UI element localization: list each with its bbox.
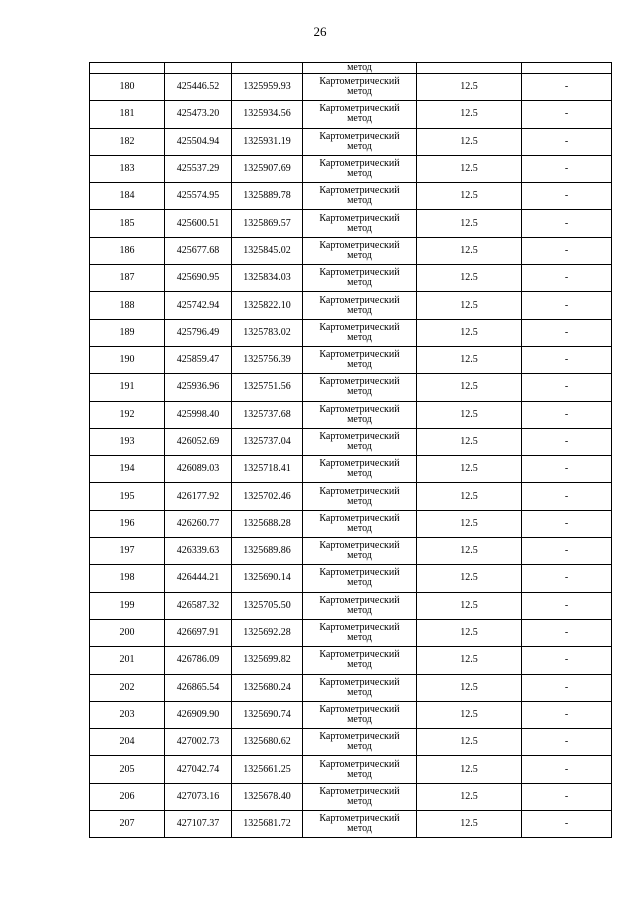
cell-accuracy: 12.5: [417, 401, 522, 428]
cell-accuracy: 12.5: [417, 538, 522, 565]
method-line-1: Картометрический: [319, 703, 400, 715]
cell-accuracy: 12.5: [417, 74, 522, 101]
cell-y-coordinate: 1325692.28: [232, 619, 303, 646]
method-line-2: метод: [347, 304, 372, 316]
cell-accuracy: 12.5: [417, 128, 522, 155]
cell-point-number: 187: [90, 265, 165, 292]
method-line-1: Картометрический: [319, 212, 400, 224]
cell-method: [303, 592, 417, 619]
cell-point-number: 193: [90, 428, 165, 455]
method-line-1: Картометрический: [319, 76, 400, 88]
cell-method: [303, 265, 417, 292]
method-line-2: метод: [347, 522, 372, 534]
cell-y-coordinate: 1325681.72: [232, 811, 303, 838]
method-line-2: метод: [347, 277, 372, 289]
table-row: [90, 401, 612, 428]
table-row: [90, 729, 612, 756]
table-row: [90, 428, 612, 455]
method-line-2: метод: [347, 659, 372, 671]
cell-x-coordinate: 426587.32: [165, 592, 232, 619]
method-line-2: метод: [347, 468, 372, 480]
cell-x-coordinate: 425446.52: [165, 74, 232, 101]
cell-x-coordinate: 425677.68: [165, 237, 232, 264]
cell-accuracy: 12.5: [417, 783, 522, 810]
method-line-2: метод: [347, 113, 372, 125]
cell-note: -: [522, 319, 612, 346]
cell-empty: [417, 63, 522, 74]
cell-method: [303, 565, 417, 592]
cell-method: [303, 647, 417, 674]
method-line-1: Картометрический: [319, 321, 400, 333]
method-line-2: метод: [347, 86, 372, 98]
table-row: [90, 155, 612, 182]
method-line-2: метод: [347, 632, 372, 644]
method-line-1: Картометрический: [319, 185, 400, 197]
cell-x-coordinate: 425537.29: [165, 155, 232, 182]
cell-method: [303, 456, 417, 483]
method-line-2: метод: [347, 795, 372, 807]
cell-y-coordinate: 1325737.04: [232, 428, 303, 455]
cell-x-coordinate: 425936.96: [165, 374, 232, 401]
cell-empty: [165, 63, 232, 74]
cell-method: [303, 183, 417, 210]
cell-point-number: 180: [90, 74, 165, 101]
cell-note: -: [522, 592, 612, 619]
method-line-2: метод: [347, 604, 372, 616]
cell-method: [303, 811, 417, 838]
table-row: [90, 237, 612, 264]
cell-y-coordinate: 1325680.62: [232, 729, 303, 756]
cell-y-coordinate: 1325661.25: [232, 756, 303, 783]
cell-method: [303, 483, 417, 510]
cell-point-number: 184: [90, 183, 165, 210]
cell-y-coordinate: 1325756.39: [232, 346, 303, 373]
cell-point-number: 206: [90, 783, 165, 810]
cell-method: [303, 756, 417, 783]
cell-accuracy: 12.5: [417, 756, 522, 783]
method-line-1: Картометрический: [319, 676, 400, 688]
cell-method: [303, 128, 417, 155]
cell-point-number: 200: [90, 619, 165, 646]
cell-accuracy: 12.5: [417, 183, 522, 210]
cell-y-coordinate: 1325689.86: [232, 538, 303, 565]
table-row: [90, 674, 612, 701]
cell-note: -: [522, 701, 612, 728]
cell-point-number: 189: [90, 319, 165, 346]
cell-point-number: 202: [90, 674, 165, 701]
cell-y-coordinate: 1325690.14: [232, 565, 303, 592]
cell-note: -: [522, 401, 612, 428]
cell-accuracy: 12.5: [417, 265, 522, 292]
cell-accuracy: 12.5: [417, 374, 522, 401]
coordinates-table: [89, 62, 612, 838]
method-line-1: Картометрический: [319, 649, 400, 661]
method-line-1: Картометрический: [319, 622, 400, 634]
method-line-2: метод: [347, 331, 372, 343]
cell-accuracy: 12.5: [417, 101, 522, 128]
method-line-1: Картометрический: [319, 485, 400, 497]
cell-y-coordinate: 1325822.10: [232, 292, 303, 319]
method-line-2: метод: [347, 441, 372, 452]
cell-method: [303, 674, 417, 701]
cell-point-number: 198: [90, 565, 165, 592]
cell-x-coordinate: 425859.47: [165, 346, 232, 373]
cell-note: -: [522, 783, 612, 810]
table-row: [90, 756, 612, 783]
table-row: [90, 74, 612, 101]
table-row: [90, 619, 612, 646]
cell-x-coordinate: 425504.94: [165, 128, 232, 155]
cell-point-number: 199: [90, 592, 165, 619]
cell-x-coordinate: 425600.51: [165, 210, 232, 237]
table-row: [90, 101, 612, 128]
table-row: [90, 811, 612, 838]
table-row: [90, 319, 612, 346]
cell-x-coordinate: 427042.74: [165, 756, 232, 783]
cell-point-number: 197: [90, 538, 165, 565]
method-line-1: Картометрический: [319, 540, 400, 552]
cell-note: -: [522, 237, 612, 264]
cell-note: -: [522, 346, 612, 373]
table-row: [90, 510, 612, 537]
cell-accuracy: 12.5: [417, 701, 522, 728]
cell-note: -: [522, 538, 612, 565]
table-row: [90, 483, 612, 510]
cell-method: [303, 401, 417, 428]
cell-method: [303, 346, 417, 373]
method-line-2: метод: [347, 741, 372, 753]
cell-y-coordinate: 1325845.02: [232, 237, 303, 264]
method-line-1: Картометрический: [319, 567, 400, 579]
method-line-1: Картометрический: [319, 294, 400, 306]
table-row: [90, 292, 612, 319]
cell-x-coordinate: 426260.77: [165, 510, 232, 537]
method-line-2: метод: [347, 713, 372, 725]
cell-note: -: [522, 74, 612, 101]
cell-note: -: [522, 210, 612, 237]
cell-point-number: 182: [90, 128, 165, 155]
method-line-1: Картометрический: [319, 458, 400, 470]
method-line-1: Картометрический: [319, 376, 400, 388]
cell-point-number: 196: [90, 510, 165, 537]
table-row: [90, 456, 612, 483]
cell-note: -: [522, 374, 612, 401]
cell-x-coordinate: 426177.92: [165, 483, 232, 510]
table-row: [90, 565, 612, 592]
method-line-1: Картометрический: [319, 158, 400, 170]
cell-point-number: 207: [90, 811, 165, 838]
cell-method: [303, 428, 417, 455]
method-line-2: метод: [347, 140, 372, 152]
table-row: [90, 647, 612, 674]
cell-empty: [232, 63, 303, 74]
method-line-2: метод: [347, 413, 372, 425]
cell-y-coordinate: 1325690.74: [232, 701, 303, 728]
cell-y-coordinate: 1325705.50: [232, 592, 303, 619]
cell-y-coordinate: 1325783.02: [232, 319, 303, 346]
cell-accuracy: 12.5: [417, 674, 522, 701]
cell-accuracy: 12.5: [417, 428, 522, 455]
method-line-2: метод: [347, 386, 372, 398]
cell-y-coordinate: 1325834.03: [232, 265, 303, 292]
table-row-continuation: [90, 63, 612, 74]
cell-x-coordinate: 427107.37: [165, 811, 232, 838]
method-line-1: Картометрический: [319, 758, 400, 770]
cell-y-coordinate: 1325680.24: [232, 674, 303, 701]
method-line-2: метод: [347, 550, 372, 562]
cell-point-number: 185: [90, 210, 165, 237]
cell-point-number: 205: [90, 756, 165, 783]
cell-point-number: 190: [90, 346, 165, 373]
cell-x-coordinate: 425998.40: [165, 401, 232, 428]
method-line-2: метод: [347, 359, 372, 371]
cell-method: [303, 237, 417, 264]
cell-method: [303, 701, 417, 728]
cell-note: -: [522, 428, 612, 455]
method-line-2: метод: [347, 577, 372, 589]
cell-accuracy: 12.5: [417, 292, 522, 319]
cell-y-coordinate: 1325889.78: [232, 183, 303, 210]
table-row: [90, 128, 612, 155]
cell-x-coordinate: 425473.20: [165, 101, 232, 128]
cell-empty: [522, 63, 612, 74]
method-line-2: метод: [347, 823, 372, 835]
cell-note: -: [522, 674, 612, 701]
method-line-2: метод: [347, 168, 372, 180]
method-line-1: Картометрический: [319, 512, 400, 524]
cell-x-coordinate: 425796.49: [165, 319, 232, 346]
cell-note: -: [522, 483, 612, 510]
cell-method: [303, 210, 417, 237]
method-line-1: Картометрический: [319, 267, 400, 279]
cell-point-number: 203: [90, 701, 165, 728]
cell-point-number: 194: [90, 456, 165, 483]
cell-x-coordinate: 426909.90: [165, 701, 232, 728]
method-line-1: Картометрический: [319, 403, 400, 415]
cell-method: [303, 783, 417, 810]
method-line-2: метод: [347, 686, 372, 698]
cell-note: -: [522, 456, 612, 483]
cell-y-coordinate: 1325737.68: [232, 401, 303, 428]
table-row: [90, 265, 612, 292]
cell-y-coordinate: 1325959.93: [232, 74, 303, 101]
cell-x-coordinate: 426444.21: [165, 565, 232, 592]
coordinates-table-body: [90, 63, 612, 838]
cell-note: -: [522, 647, 612, 674]
cell-method: [303, 101, 417, 128]
table-row: [90, 374, 612, 401]
table-row: [90, 346, 612, 373]
page-number: 26: [313, 24, 327, 39]
cell-x-coordinate: 426089.03: [165, 456, 232, 483]
table-row: [90, 183, 612, 210]
cell-note: -: [522, 292, 612, 319]
cell-method: [303, 538, 417, 565]
method-line-1: Картометрический: [319, 785, 400, 797]
cell-method: [303, 619, 417, 646]
cell-note: -: [522, 565, 612, 592]
cell-method: [303, 510, 417, 537]
cell-point-number: 192: [90, 401, 165, 428]
cell-x-coordinate: 426052.69: [165, 428, 232, 455]
cell-x-coordinate: 427073.16: [165, 783, 232, 810]
method-line-2: метод: [347, 222, 372, 234]
cell-empty: [90, 63, 165, 74]
cell-method: [303, 319, 417, 346]
cell-x-coordinate: 426786.09: [165, 647, 232, 674]
cell-method: [303, 292, 417, 319]
cell-method: [303, 729, 417, 756]
cell-accuracy: 12.5: [417, 647, 522, 674]
cell-accuracy: 12.5: [417, 210, 522, 237]
cell-accuracy: 12.5: [417, 510, 522, 537]
cell-accuracy: 12.5: [417, 565, 522, 592]
cell-accuracy: 12.5: [417, 729, 522, 756]
cell-note: -: [522, 265, 612, 292]
cell-x-coordinate: 425690.95: [165, 265, 232, 292]
cell-accuracy: 12.5: [417, 319, 522, 346]
method-line-2: метод: [347, 768, 372, 780]
cell-x-coordinate: 426339.63: [165, 538, 232, 565]
table-row: [90, 592, 612, 619]
method-line-2: метод: [347, 495, 372, 507]
cell-note: -: [522, 729, 612, 756]
cell-y-coordinate: 1325702.46: [232, 483, 303, 510]
cell-y-coordinate: 1325931.19: [232, 128, 303, 155]
cell-y-coordinate: 1325678.40: [232, 783, 303, 810]
cell-x-coordinate: 425574.95: [165, 183, 232, 210]
cell-x-coordinate: 427002.73: [165, 729, 232, 756]
cell-point-number: 204: [90, 729, 165, 756]
table-row: [90, 538, 612, 565]
table-row: [90, 783, 612, 810]
cell-method-continued: метод: [303, 63, 417, 74]
cell-method: [303, 374, 417, 401]
cell-point-number: 195: [90, 483, 165, 510]
cell-y-coordinate: 1325688.28: [232, 510, 303, 537]
method-line-1: Картометрический: [319, 130, 400, 142]
cell-point-number: 201: [90, 647, 165, 674]
cell-y-coordinate: 1325907.69: [232, 155, 303, 182]
cell-accuracy: 12.5: [417, 456, 522, 483]
cell-accuracy: 12.5: [417, 155, 522, 182]
cell-y-coordinate: 1325869.57: [232, 210, 303, 237]
method-line-2: метод: [347, 195, 372, 207]
cell-point-number: 191: [90, 374, 165, 401]
cell-point-number: 186: [90, 237, 165, 264]
cell-y-coordinate: 1325934.56: [232, 101, 303, 128]
cell-note: -: [522, 155, 612, 182]
cell-note: -: [522, 183, 612, 210]
method-line-2: метод: [347, 249, 372, 261]
method-line-1: Картометрический: [319, 813, 400, 825]
cell-accuracy: 12.5: [417, 811, 522, 838]
method-line-1: Картометрический: [319, 103, 400, 115]
cell-x-coordinate: 426865.54: [165, 674, 232, 701]
cell-point-number: 183: [90, 155, 165, 182]
cell-accuracy: 12.5: [417, 346, 522, 373]
cell-accuracy: 12.5: [417, 483, 522, 510]
cell-note: -: [522, 128, 612, 155]
cell-y-coordinate: 1325699.82: [232, 647, 303, 674]
method-line-1: Картометрический: [319, 349, 400, 361]
cell-method: [303, 74, 417, 101]
method-line-1: Картометрический: [319, 239, 400, 251]
cell-note: -: [522, 510, 612, 537]
cell-accuracy: 12.5: [417, 237, 522, 264]
cell-note: -: [522, 756, 612, 783]
cell-x-coordinate: 425742.94: [165, 292, 232, 319]
cell-point-number: 188: [90, 292, 165, 319]
table-row: [90, 210, 612, 237]
cell-y-coordinate: 1325751.56: [232, 374, 303, 401]
cell-note: -: [522, 619, 612, 646]
method-line-1: Картометрический: [319, 431, 400, 442]
cell-point-number: 181: [90, 101, 165, 128]
cell-accuracy: 12.5: [417, 619, 522, 646]
cell-accuracy: 12.5: [417, 592, 522, 619]
cell-method: [303, 155, 417, 182]
cell-x-coordinate: 426697.91: [165, 619, 232, 646]
table-row: [90, 701, 612, 728]
method-line-1: Картометрический: [319, 731, 400, 743]
cell-note: -: [522, 101, 612, 128]
cell-note: -: [522, 811, 612, 838]
cell-y-coordinate: 1325718.41: [232, 456, 303, 483]
method-line-1: Картометрический: [319, 594, 400, 606]
